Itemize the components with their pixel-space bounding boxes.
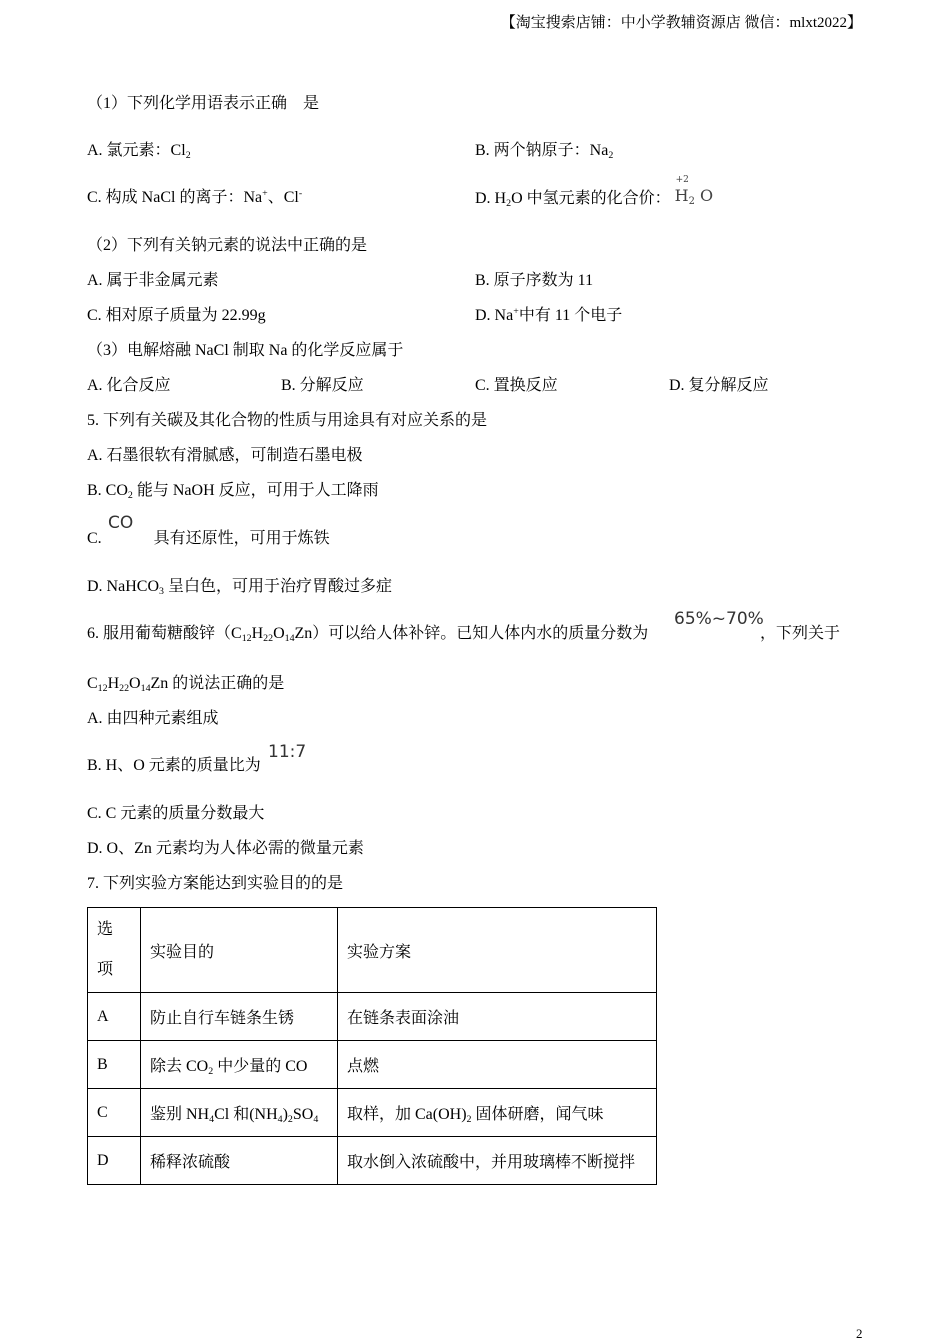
page-number: 2	[856, 1326, 863, 1341]
q6-stem-tail: ，下列关于	[760, 625, 841, 642]
q4-2-option-c[interactable]: C. 相对原子质量为 22.99g	[87, 307, 266, 324]
q5-stem: 5. 下列有关碳及其化合物的性质与用途具有对应关系的是	[87, 412, 488, 429]
q7-stem: 7. 下列实验方案能达到实验目的的是	[87, 875, 344, 892]
header-purpose: 实验目的	[141, 908, 338, 993]
table-row	[88, 993, 657, 1041]
q4-1-stem: （1）下列化学用语表示正确 是	[87, 95, 320, 112]
page-header: 【淘宝搜索店铺：中小学教辅资源店 微信：mlxt2022】	[500, 15, 862, 31]
q4-3-option-c[interactable]: C. 置换反应	[475, 377, 558, 394]
q6-option-a[interactable]: A. 由四种元素组成	[87, 710, 219, 727]
q6-option-d[interactable]: D. O、Zn 元素均为人体必需的微量元素	[87, 840, 364, 857]
row-plan: 点燃	[338, 1041, 657, 1089]
header-plan: 实验方案	[338, 908, 657, 993]
row-purpose: 稀释浓硫酸	[141, 1137, 338, 1185]
q6-percent: 65%~70%	[674, 609, 764, 629]
q6-stem-line1: 6. 服用葡萄糖酸锌$(C_{12}H_{22}O_{14}Zn)$可以给人体补锌。已知人体内水的质量分数为	[87, 625, 649, 644]
q5-option-d[interactable]: D. NaHCO$_3$ 呈白色，可用于治疗胃酸过多症	[87, 578, 392, 597]
row-option: A	[88, 993, 141, 1041]
q4-1-option-c[interactable]: C. 构成 NaCl 的离子：Na+、Cl-	[87, 188, 303, 206]
row-option: D	[88, 1137, 141, 1185]
row-purpose: 鉴别 $NH_4Cl$ 和$(NH_4)_2SO_4$	[141, 1089, 338, 1137]
header-option: 选 项	[88, 908, 141, 993]
q4-3-stem: （3）电解熔融 NaCl 制取 Na 的化学反应属于	[87, 342, 404, 359]
row-purpose: 除去 $CO_2$ 中少量的 CO	[141, 1041, 338, 1089]
q5-co-formula: CO	[108, 513, 134, 533]
q6-option-b[interactable]: B. H、O 元素的质量比为	[87, 757, 261, 774]
q4-1-option-a[interactable]: A. 氯元素：$Cl_2$	[87, 142, 191, 161]
q5-option-c[interactable]: C. 具有还原性，可用于炼铁	[87, 530, 330, 547]
q4-3-option-d[interactable]: D. 复分解反应	[669, 377, 769, 394]
valence-formula: +2 $H_2$ O	[674, 175, 714, 207]
row-plan: 取样，加 $Ca(OH)_2$ 固体研磨，闻气味	[338, 1089, 657, 1137]
table-row	[88, 1137, 657, 1185]
q5-option-b[interactable]: B. $CO_2$ 能与 NaOH 反应，可用于人工降雨	[87, 482, 379, 501]
q4-2-stem: （2）下列有关钠元素的说法中正确的是	[87, 237, 368, 254]
q6-stem-line2: $C_{12}H_{22}O_{14}Zn$ 的说法正确的是	[87, 675, 285, 694]
q4-1-option-b[interactable]: B. 两个钠原子：$Na_2$	[475, 142, 614, 161]
q5-option-a[interactable]: A. 石墨很软有滑腻感，可制造石墨电极	[87, 447, 363, 464]
q6-ratio: 11:7	[268, 742, 307, 762]
table-row	[88, 1041, 657, 1089]
row-plan: 取水倒入浓硫酸中，并用玻璃棒不断搅拌	[338, 1137, 657, 1185]
table-row	[88, 1089, 657, 1137]
table-header-row	[88, 908, 657, 993]
q4-3-option-b[interactable]: B. 分解反应	[281, 377, 364, 394]
q4-3-option-a[interactable]: A. 化合反应	[87, 377, 171, 394]
q4-2-option-b[interactable]: B. 原子序数为 11	[475, 272, 594, 289]
row-option: B	[88, 1041, 141, 1089]
q4-2-option-d[interactable]: D. Na+中有 11 个电子	[475, 306, 623, 324]
q6-option-c[interactable]: C. C 元素的质量分数最大	[87, 805, 265, 822]
q4-2-option-a[interactable]: A. 属于非金属元素	[87, 272, 219, 289]
q4-1-option-d[interactable]: D. $H_2O$ 中氢元素的化合价： +2 $H_2$ O	[475, 175, 714, 209]
experiment-table	[87, 907, 657, 1185]
row-plan: 在链条表面涂油	[338, 993, 657, 1041]
row-option: C	[88, 1089, 141, 1137]
row-purpose: 防止自行车链条生锈	[141, 993, 338, 1041]
